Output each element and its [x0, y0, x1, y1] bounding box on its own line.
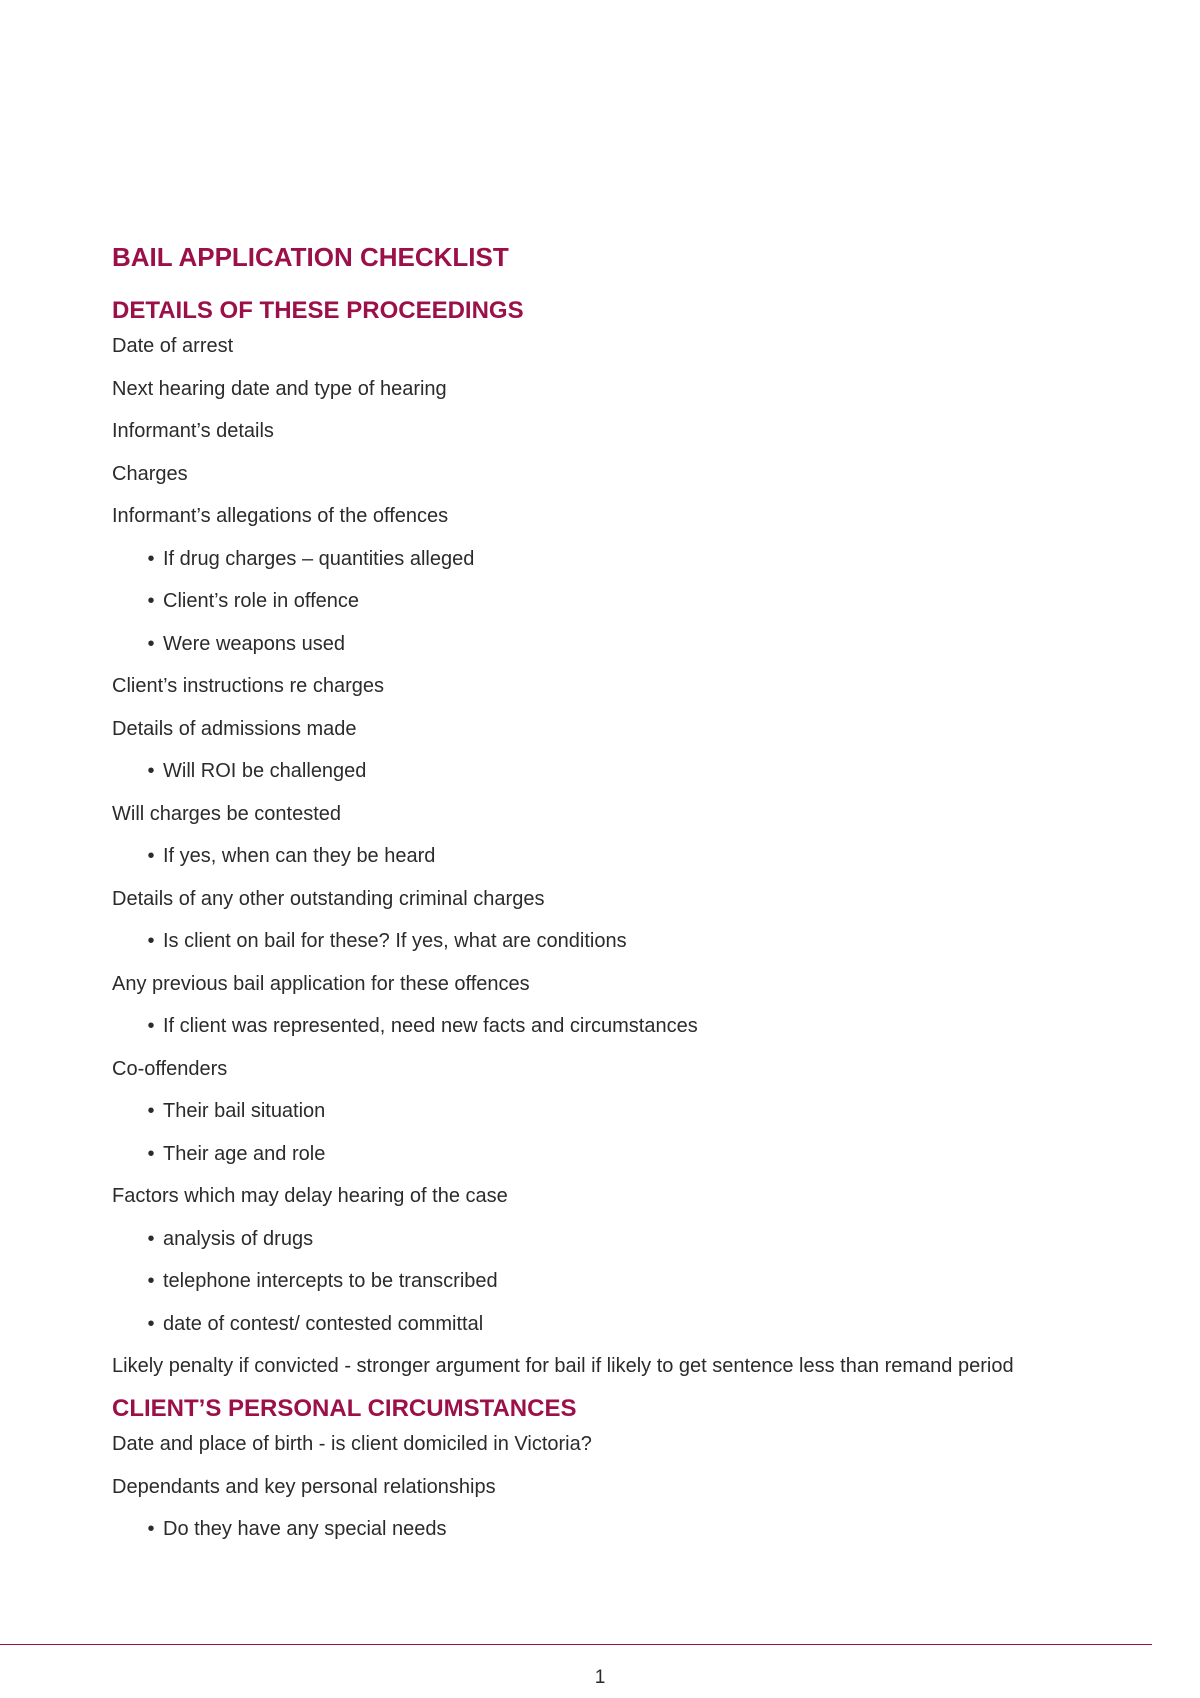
checklist-item — [112, 501, 1072, 532]
bullet-list-item — [112, 586, 1072, 617]
item-text: Charges — [112, 462, 188, 485]
item-text: Is client on bail for these? If yes, what are conditions — [163, 930, 627, 952]
bullet-list-item — [112, 841, 1072, 872]
item-text: Any previous bail application for these offences — [112, 972, 530, 995]
page-number: 1 — [594, 1667, 606, 1688]
bullet-list-item — [112, 544, 1072, 575]
bullet-list-item — [112, 1514, 1072, 1545]
item-text: Details of admissions made — [112, 717, 357, 740]
item-text: Informant’s details — [112, 420, 274, 442]
bullet-icon: • — [147, 760, 155, 782]
bullet-list-item — [112, 756, 1072, 787]
item-text: If yes, when can they be heard — [163, 845, 436, 867]
bullet-list-item — [112, 1266, 1072, 1297]
footer-divider — [0, 1644, 1152, 1645]
bullet-icon: • — [147, 930, 155, 952]
checklist-item — [112, 374, 1072, 405]
document-title: BAIL APPLICATION CHECKLIST — [112, 242, 509, 272]
checklist-item — [112, 671, 1072, 702]
item-text: Their age and role — [163, 1142, 326, 1165]
checklist-item — [112, 884, 1072, 915]
checklist-item — [112, 799, 1072, 830]
item-text: Factors which may delay hearing of the case — [112, 1185, 508, 1207]
item-text: Client’s instructions re charges — [112, 675, 384, 697]
item-text: Likely penalty if convicted - stronger argument for bail if likely to get sentence less than remand period — [112, 1355, 1014, 1377]
bullet-list-item — [112, 1224, 1072, 1255]
bullet-list-item — [112, 1309, 1072, 1340]
bullet-icon: • — [147, 1100, 155, 1122]
item-text: Date and place of birth - is client domiciled in Victoria? — [112, 1433, 592, 1455]
bullet-list-item — [112, 1096, 1072, 1127]
bullet-list-item — [112, 1139, 1072, 1170]
checklist-item — [112, 1429, 1072, 1460]
bullet-icon: • — [147, 845, 155, 867]
bullet-icon: • — [147, 1312, 155, 1335]
checklist-item — [112, 1472, 1072, 1503]
item-text: date of contest/ contested committal — [163, 1312, 484, 1335]
item-text: Date of arrest — [112, 335, 234, 357]
item-text: Their bail situation — [163, 1100, 326, 1122]
document-body — [112, 240, 1072, 1557]
item-text: If client was represented, need new facts and circumstances — [163, 1015, 698, 1037]
checklist-item — [112, 459, 1072, 490]
item-text: Were weapons used — [163, 632, 345, 655]
item-text: Will charges be contested — [112, 802, 342, 825]
checklist-item — [112, 1351, 1072, 1382]
checklist-item — [112, 331, 1072, 362]
bullet-icon: • — [147, 1015, 155, 1037]
bullet-list-item — [112, 629, 1072, 660]
item-text: Informant’s allegations of the offences — [112, 505, 449, 527]
item-text: Co-offenders — [112, 1057, 228, 1080]
item-text: Details of any other outstanding criminal charges — [112, 887, 545, 910]
item-text: Client’s role in offence — [163, 590, 360, 612]
bullet-icon: • — [147, 1142, 155, 1165]
bullet-list-item — [112, 1011, 1072, 1042]
item-text: telephone intercepts to be transcribed — [163, 1270, 498, 1292]
bullet-list-item — [112, 926, 1072, 957]
checklist-item — [112, 416, 1072, 447]
bullet-icon: • — [147, 547, 155, 570]
item-text: Dependants and key personal relationships — [112, 1475, 496, 1498]
bullet-icon: • — [147, 1227, 155, 1250]
checklist-item — [112, 1181, 1072, 1212]
item-text: Will ROI be challenged — [163, 760, 367, 782]
checklist-item — [112, 1054, 1072, 1085]
section-heading: DETAILS OF THESE PROCEEDINGS — [112, 297, 524, 324]
item-text: Do they have any special needs — [163, 1518, 447, 1540]
bullet-icon: • — [147, 590, 155, 612]
bullet-icon: • — [147, 1518, 155, 1540]
checklist-item — [112, 969, 1072, 1000]
checklist-sections — [112, 295, 1072, 1545]
item-text: analysis of drugs — [163, 1227, 314, 1250]
section-heading: CLIENT’S PERSONAL CIRCUMSTANCES — [112, 1395, 577, 1422]
bullet-icon: • — [147, 1270, 155, 1292]
checklist-item — [112, 714, 1072, 745]
item-text: Next hearing date and type of hearing — [112, 377, 447, 400]
bullet-icon: • — [147, 632, 155, 655]
item-text: If drug charges – quantities alleged — [163, 547, 475, 570]
